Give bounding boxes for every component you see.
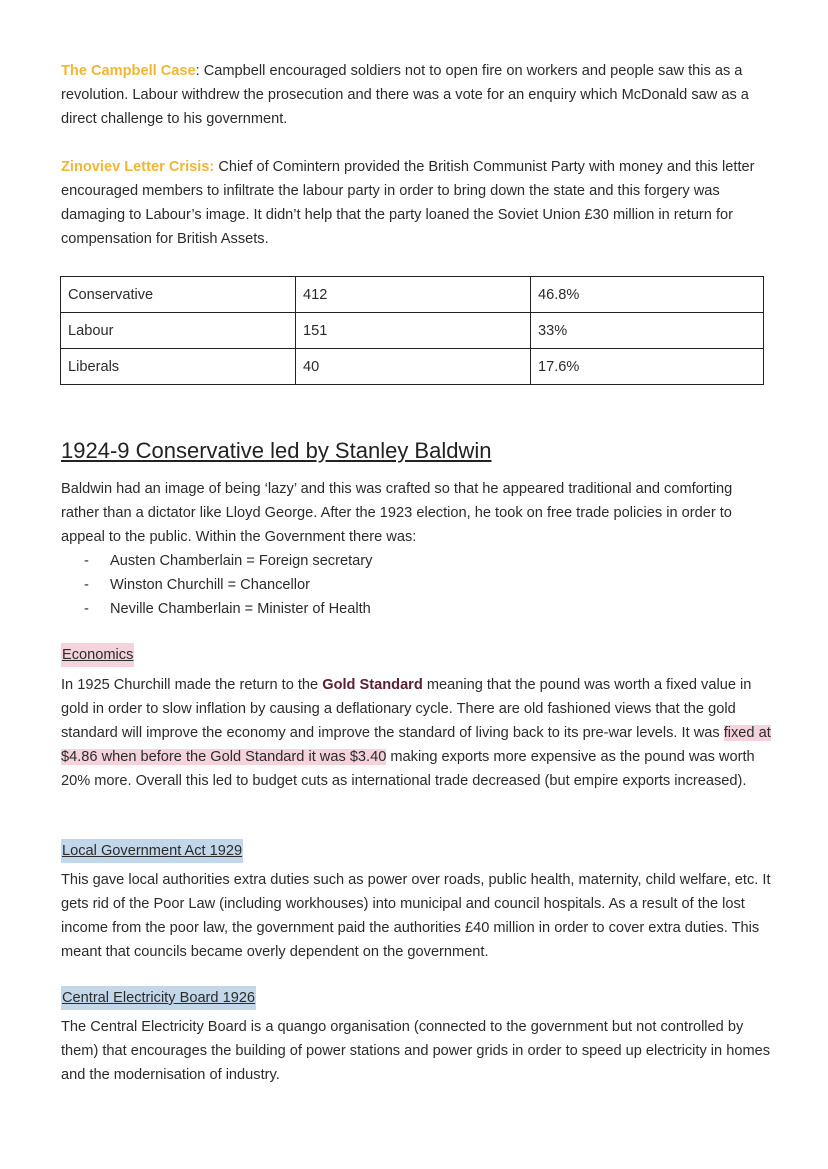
table-row xyxy=(61,349,764,385)
bullet-dash: - xyxy=(84,601,89,617)
table-row xyxy=(61,313,764,349)
share-cell: 46.8% xyxy=(531,277,764,313)
seats-cell: 412 xyxy=(296,277,531,313)
share-cell: 17.6% xyxy=(531,349,764,385)
list-item-text: Winston Churchill = Chancellor xyxy=(110,577,310,593)
economics-text-3: making exports more expensive as the pound was worth 20% more. Overall this led to budget cuts as international trade decreased (but empire exports increased). xyxy=(61,749,755,789)
party-cell: Labour xyxy=(61,313,296,349)
party-cell: Conservative xyxy=(61,277,296,313)
zinoviev-paragraph xyxy=(61,155,773,251)
election-results-table xyxy=(60,276,764,385)
government-list xyxy=(84,549,372,621)
campbell-heading: The Campbell Case xyxy=(61,63,196,79)
local-government-heading: Local Government Act 1929 xyxy=(61,839,243,863)
bullet-dash: - xyxy=(84,577,89,593)
seats-cell: 40 xyxy=(296,349,531,385)
table-row xyxy=(61,277,764,313)
exchange-rate-highlight: fixed at $4.86 when before the Gold Standard it was $3.40 xyxy=(61,725,771,765)
campbell-paragraph xyxy=(61,59,773,131)
campbell-body: : Campbell encouraged soldiers not to open fire on workers and people saw this as a revolution. Labour withdrew the prosecution and there was a vote for an enquiry which McDonald saw as a direct challenge to his government. xyxy=(61,63,749,127)
list-item xyxy=(84,597,372,621)
economics-text-2: meaning that the pound was worth a fixed value in gold in order to slow inflation by causing a deflationary cycle. There are old fashioned views that the gold standard will improve the economy and improve the standard of living back to its pre-war levels. It was xyxy=(61,677,752,741)
baldwin-intro: Baldwin had an image of being ‘lazy’ and this was crafted so that he appeared traditional and comforting rather than a dictator like Lloyd George. After the 1923 election, he took on free trade policies in order to appeal to the public. Within the Government there was: xyxy=(61,481,733,545)
list-item-text: Austen Chamberlain = Foreign secretary xyxy=(110,553,373,569)
gold-standard-term: Gold Standard xyxy=(322,677,423,693)
electricity-board-paragraph: The Central Electricity Board is a quango organisation (connected to the government but not controlled by them) that encourages the building of power stations and power grids in order to speed up electricity in homes and the modernisation of industry. xyxy=(61,1019,771,1083)
share-cell: 33% xyxy=(531,313,764,349)
list-item xyxy=(84,549,372,573)
economics-heading: Economics xyxy=(61,643,134,667)
local-government-paragraph: This gave local authorities extra duties such as power over roads, public health, maternity, child welfare, etc. It gets rid of the Poor Law (including workhouses) into municipal and council hospitals. As a result of the lost income from the poor law, the government paid the authorities £40 million in order to cover extra duties. This meant that councils became overly dependent on the government. xyxy=(61,872,771,960)
seats-cell: 151 xyxy=(296,313,531,349)
economics-text-1: In 1925 Churchill made the return to the xyxy=(61,677,323,693)
electricity-board-heading: Central Electricity Board 1926 xyxy=(61,986,256,1010)
party-cell: Liberals xyxy=(61,349,296,385)
section-title: 1924-9 Conservative led by Stanley Baldwin xyxy=(61,438,492,463)
zinoviev-heading: Zinoviev Letter Crisis: xyxy=(61,159,215,175)
zinoviev-body: Chief of Comintern provided the British Communist Party with money and this letter encouraged members to infiltrate the labour party in order to bring down the state and this forgery was damaging to Labour’s image. It didn’t help that the party loaned the Soviet Union £30 million in return for compensation for British Assets. xyxy=(61,159,755,247)
list-item-text: Neville Chamberlain = Minister of Health xyxy=(110,601,371,617)
list-item xyxy=(84,573,372,597)
bullet-dash: - xyxy=(84,553,89,569)
economics-paragraph xyxy=(61,673,773,793)
